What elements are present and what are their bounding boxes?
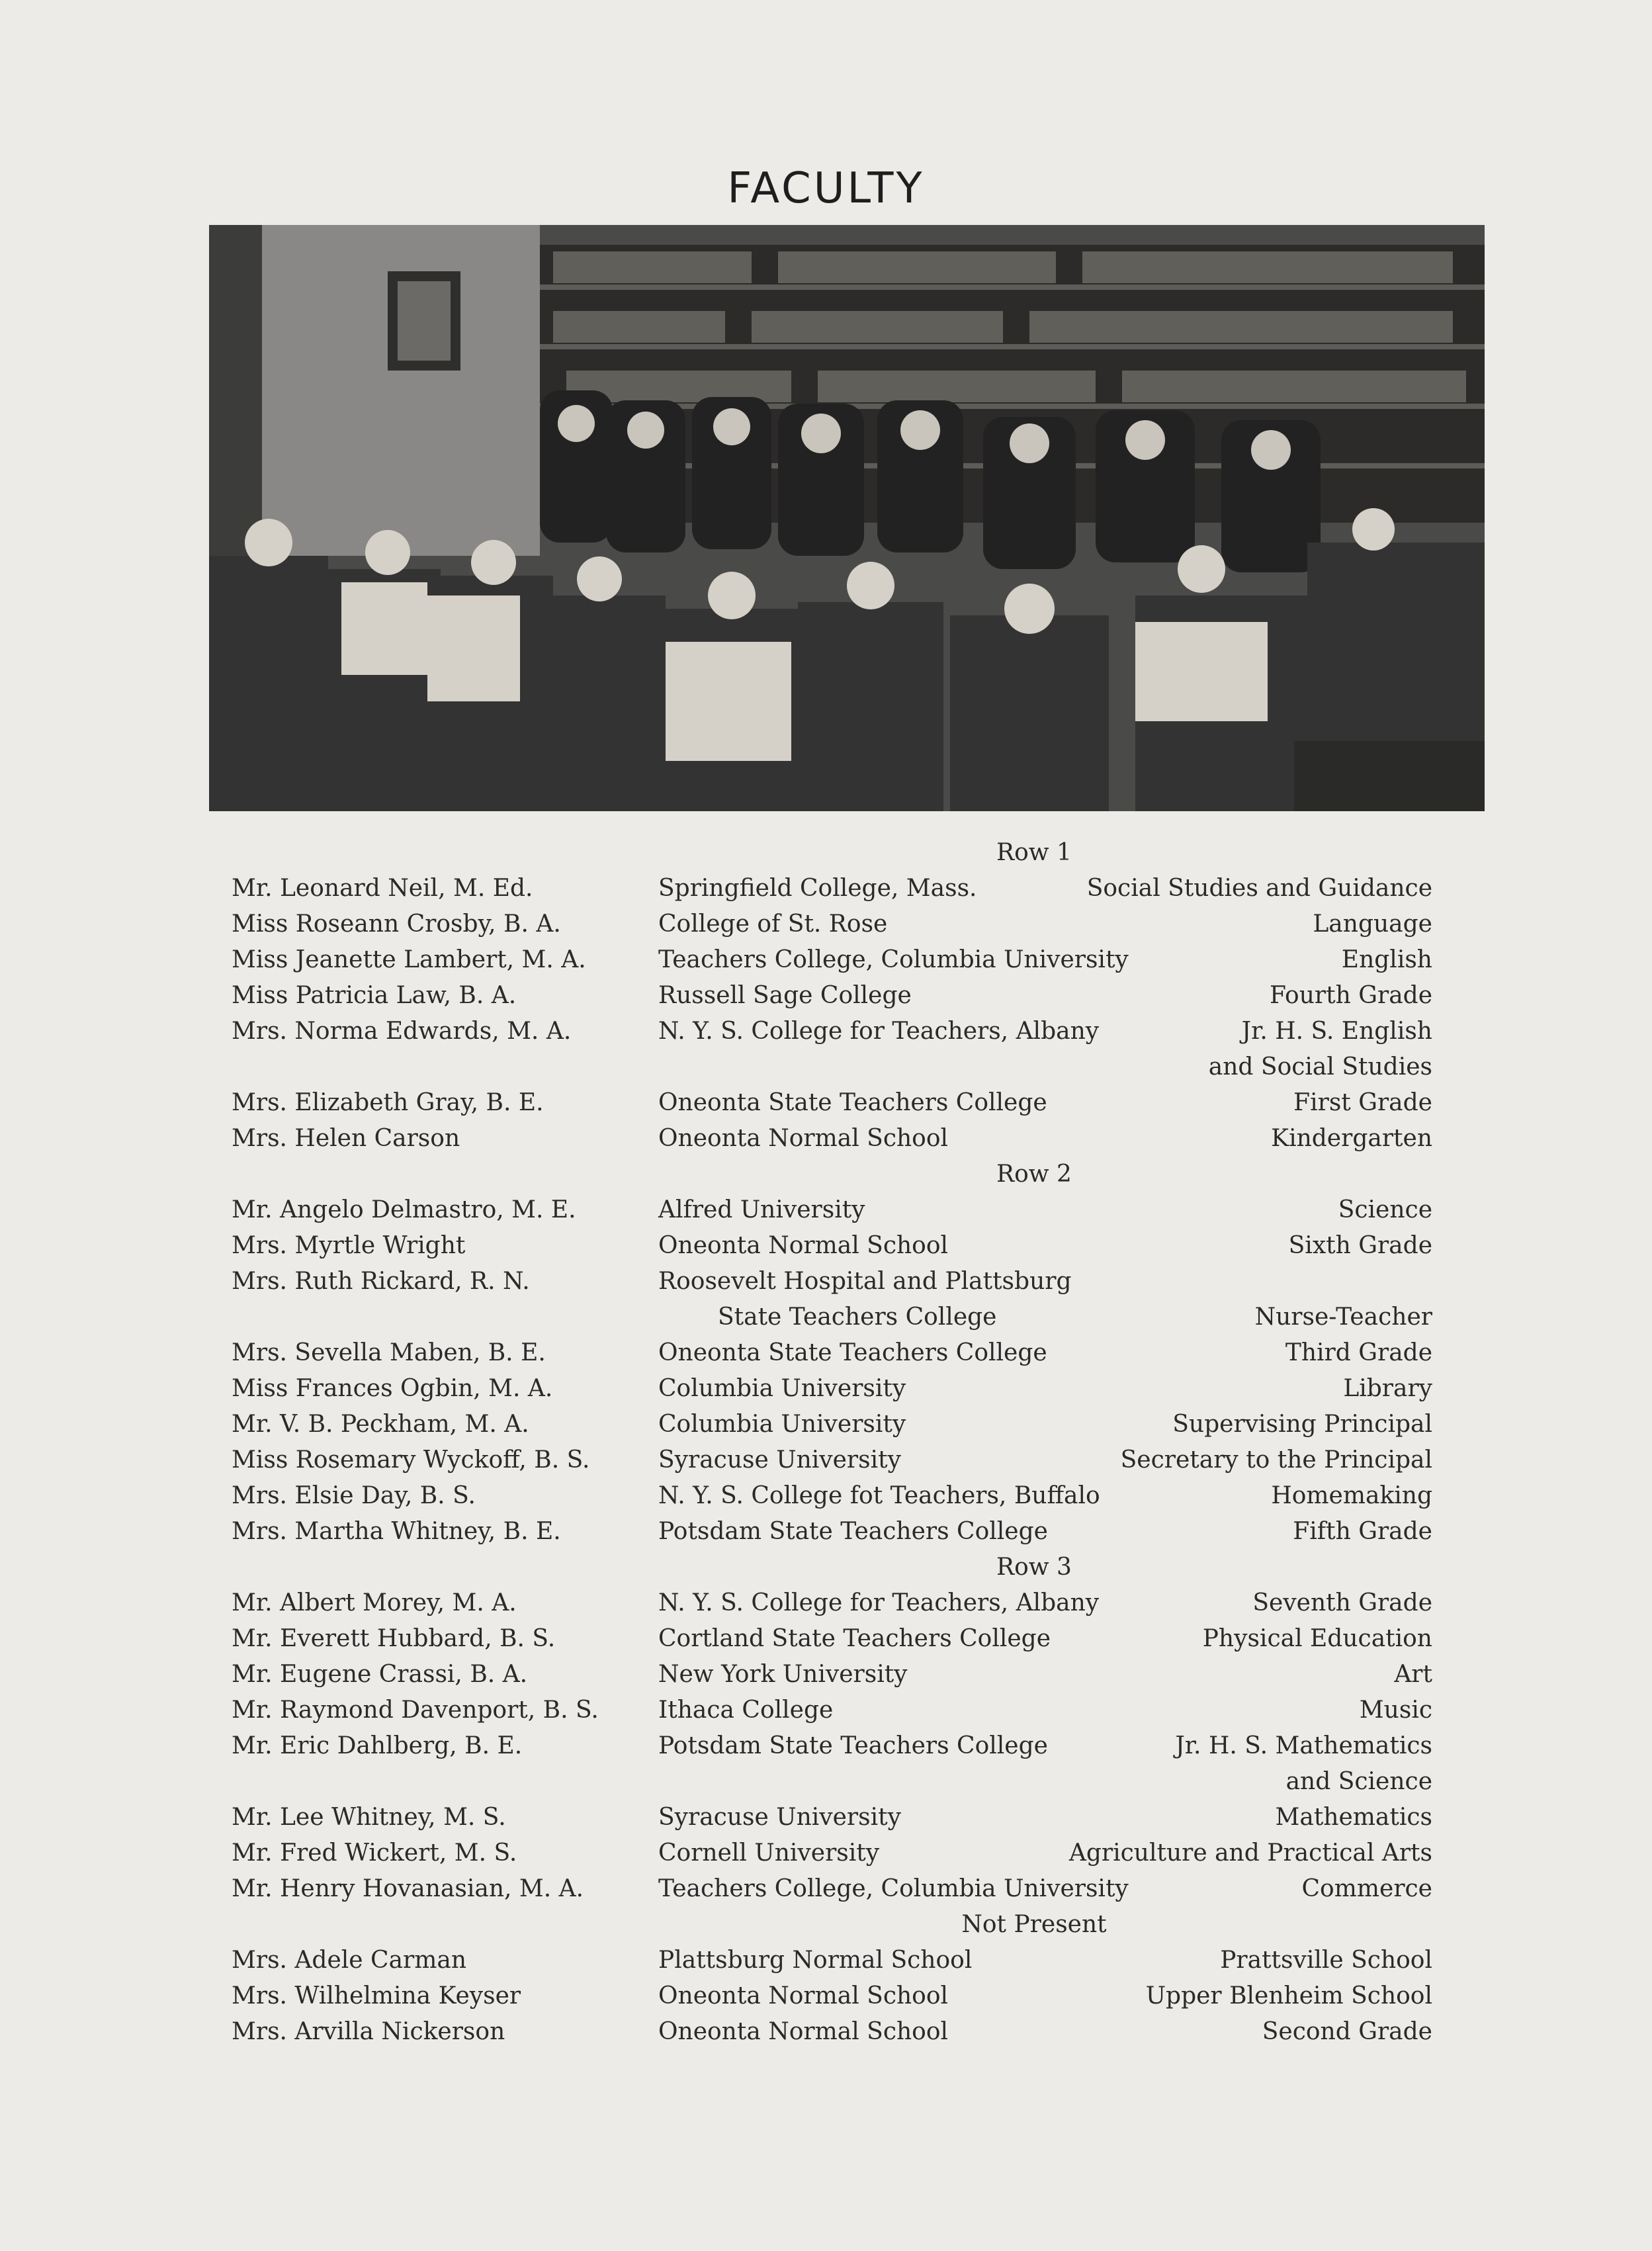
faculty-subject-line: Library: [1343, 1375, 1432, 1402]
faculty-school: [658, 1192, 865, 1228]
faculty-subject: [1343, 1371, 1432, 1407]
faculty-name: Mrs. Elizabeth Gray, B. E.: [232, 1089, 544, 1116]
faculty-subject-line: and Social Studies: [1208, 1053, 1432, 1081]
faculty-school-line: Columbia University: [658, 1375, 906, 1402]
faculty-school: [658, 1585, 1099, 1621]
faculty-school: [658, 1228, 948, 1264]
faculty-school: [658, 1835, 879, 1871]
faculty-subject-line: Mathematics: [1275, 1804, 1432, 1831]
faculty-subject-line: Third Grade: [1285, 1339, 1432, 1366]
faculty-school-line: New York University: [658, 1661, 908, 1688]
section-heading-label: Row 2: [996, 1161, 1072, 1188]
faculty-subject: [1289, 1228, 1432, 1264]
faculty-subject: [1252, 1585, 1432, 1621]
faculty-school: [658, 1728, 1048, 1764]
faculty-group-photo: [209, 225, 1485, 811]
faculty-subject: [1255, 1264, 1432, 1335]
faculty-subject-line: Upper Blenheim School: [1145, 1982, 1432, 2009]
faculty-subject-line: Supervising Principal: [1172, 1411, 1432, 1438]
faculty-school: [658, 1335, 1047, 1371]
faculty-subject: [1394, 1657, 1432, 1693]
faculty-school: [658, 1621, 1051, 1657]
faculty-entry: [232, 1728, 1432, 1800]
faculty-school-line: Roosevelt Hospital and Plattsburg: [658, 1268, 1072, 1295]
faculty-subject-line: Prattsville School: [1220, 1947, 1432, 1974]
faculty-subject-line: Seventh Grade: [1252, 1589, 1432, 1616]
faculty-entry: [232, 1014, 1432, 1085]
faculty-entry: [232, 1585, 1432, 1621]
section-heading: [232, 1907, 1432, 1943]
faculty-school: [658, 1014, 1099, 1049]
faculty-entry: [232, 1121, 1432, 1157]
faculty-subject-line: [1255, 1264, 1432, 1300]
faculty-roster: [232, 835, 1432, 2050]
faculty-subject: [1293, 1514, 1432, 1550]
faculty-entry: [232, 1943, 1432, 1978]
faculty-name: Mrs. Elsie Day, B. S.: [232, 1482, 476, 1509]
faculty-school-line: N. Y. S. College for Teachers, Albany: [658, 1018, 1100, 1045]
faculty-subject: [1302, 1871, 1432, 1907]
faculty-subject-line: Sixth Grade: [1288, 1232, 1432, 1259]
faculty-subject: [1338, 1192, 1432, 1228]
faculty-school: [658, 1264, 1072, 1335]
faculty-school-line: Oneonta Normal School: [658, 2018, 949, 2045]
faculty-entry: [232, 1335, 1432, 1371]
faculty-subject-line: First Grade: [1293, 1089, 1432, 1116]
faculty-entry: [232, 1228, 1432, 1264]
faculty-entry: [232, 1371, 1432, 1407]
faculty-school-line: Potsdam State Teachers College: [658, 1518, 1048, 1545]
faculty-entry: [232, 1478, 1432, 1514]
faculty-subject-line: Social Studies and Guidance: [1086, 875, 1432, 902]
faculty-subject-line: Science: [1338, 1196, 1432, 1223]
faculty-entry: [232, 1407, 1432, 1442]
faculty-subject: [1270, 978, 1432, 1014]
faculty-subject-line: Music: [1359, 1697, 1432, 1724]
faculty-school: [658, 1478, 1100, 1514]
faculty-entry: [232, 1514, 1432, 1550]
faculty-entry: [232, 1085, 1432, 1121]
faculty-school: [658, 1978, 948, 2014]
faculty-subject-line: Commerce: [1301, 1875, 1432, 1902]
faculty-name: Mr. Eric Dahlberg, B. E.: [232, 1732, 523, 1759]
faculty-school-line: Columbia University: [658, 1411, 906, 1438]
faculty-school-line: Oneonta Normal School: [658, 1232, 949, 1259]
faculty-school-line: Teachers College, Columbia University: [658, 946, 1129, 973]
faculty-subject: [1276, 1800, 1433, 1835]
faculty-school: [658, 1085, 1047, 1121]
faculty-name: Mrs. Martha Whitney, B. E.: [232, 1518, 561, 1545]
faculty-entry: [232, 978, 1432, 1014]
faculty-subject-line: Kindergarten: [1271, 1125, 1432, 1152]
faculty-subject: [1209, 1014, 1432, 1085]
group-photo-icon: [209, 225, 1485, 811]
faculty-school: [658, 1800, 901, 1835]
faculty-entry: [232, 1192, 1432, 1228]
faculty-subject-line: Physical Education: [1202, 1625, 1432, 1652]
faculty-name: Mrs. Ruth Rickard, R. N.: [232, 1268, 530, 1295]
faculty-name: Mrs. Myrtle Wright: [232, 1232, 466, 1259]
faculty-subject: [1271, 1478, 1432, 1514]
faculty-school: [658, 2014, 948, 2050]
faculty-entry: [232, 1693, 1432, 1728]
faculty-school: [658, 1657, 908, 1693]
faculty-subject-line: Language: [1313, 910, 1432, 938]
faculty-school: [658, 1121, 948, 1157]
faculty-subject: [1293, 1085, 1432, 1121]
faculty-entry: [232, 1978, 1432, 2014]
faculty-school-line: Cortland State Teachers College: [658, 1625, 1051, 1652]
page-title: FACULTY: [727, 164, 925, 213]
faculty-name: Mr. Lee Whitney, M. S.: [232, 1804, 506, 1831]
section-heading: [232, 1550, 1432, 1585]
section-heading: [232, 835, 1432, 871]
faculty-subject-line: Jr. H. S. English: [1241, 1018, 1432, 1045]
faculty-subject: [1175, 1728, 1432, 1800]
faculty-name: Mr. Eugene Crassi, B. A.: [232, 1661, 528, 1688]
faculty-school-line: N. Y. S. College fot Teachers, Buffalo: [658, 1482, 1100, 1509]
faculty-name: Mr. Everett Hubbard, B. S.: [232, 1625, 556, 1652]
faculty-subject: [1121, 1442, 1432, 1478]
faculty-school-line: Springfield College, Mass.: [658, 875, 977, 902]
faculty-school: [658, 1371, 906, 1407]
faculty-subject: [1203, 1621, 1432, 1657]
faculty-name: Mrs. Arvilla Nickerson: [232, 2018, 505, 2045]
faculty-entry: [232, 1800, 1432, 1835]
faculty-name: Mr. Raymond Davenport, B. S.: [232, 1697, 599, 1724]
faculty-name: Mrs. Helen Carson: [232, 1125, 460, 1152]
faculty-name: Mr. V. B. Peckham, M. A.: [232, 1411, 529, 1438]
faculty-school-line: Teachers College, Columbia University: [658, 1875, 1129, 1902]
section-heading: [232, 1157, 1432, 1192]
faculty-entry: [232, 2014, 1432, 2050]
section-heading-label: Row 3: [996, 1554, 1072, 1581]
faculty-subject-line: Art: [1394, 1661, 1432, 1688]
faculty-subject: [1313, 906, 1432, 942]
faculty-school: [658, 978, 912, 1014]
faculty-school: [658, 942, 1129, 978]
faculty-school: [658, 1943, 972, 1978]
faculty-subject: [1262, 2014, 1432, 2050]
faculty-subject-line: Fourth Grade: [1270, 982, 1432, 1009]
faculty-school-line: Cornell University: [658, 1839, 880, 1867]
faculty-entry: [232, 1657, 1432, 1693]
faculty-school: [658, 1407, 906, 1442]
faculty-name: Mr. Henry Hovanasian, M. A.: [232, 1875, 584, 1902]
faculty-subject: [1285, 1335, 1432, 1371]
faculty-subject-line: English: [1341, 946, 1432, 973]
faculty-school-line: Plattsburg Normal School: [658, 1947, 973, 1974]
faculty-name: Mrs. Sevella Maben, B. E.: [232, 1339, 546, 1366]
faculty-school-line: Oneonta Normal School: [658, 1125, 949, 1152]
faculty-entry: [232, 1442, 1432, 1478]
faculty-name: Miss Frances Ogbin, M. A.: [232, 1375, 553, 1402]
faculty-subject: [1360, 1693, 1432, 1728]
faculty-subject-line: Fifth Grade: [1293, 1518, 1432, 1545]
faculty-subject: [1087, 871, 1432, 906]
faculty-name: Miss Roseann Crosby, B. A.: [232, 910, 561, 938]
faculty-school-line: Potsdam State Teachers College: [658, 1732, 1048, 1759]
faculty-subject-line: Jr. H. S. Mathematics: [1175, 1732, 1432, 1759]
faculty-entry: [232, 871, 1432, 906]
faculty-name: Miss Jeanette Lambert, M. A.: [232, 946, 586, 973]
faculty-school: [658, 1514, 1048, 1550]
faculty-name: Mr. Leonard Neil, M. Ed.: [232, 875, 533, 902]
faculty-entry: [232, 1621, 1432, 1657]
faculty-name: Miss Patricia Law, B. A.: [232, 982, 517, 1009]
faculty-subject: [1146, 1978, 1432, 2014]
faculty-name: Mr. Albert Morey, M. A.: [232, 1589, 517, 1616]
faculty-entry: [232, 942, 1432, 978]
faculty-school: [658, 871, 977, 906]
faculty-subject: [1172, 1407, 1432, 1442]
faculty-school-line: Oneonta State Teachers College: [658, 1089, 1047, 1116]
faculty-subject: [1220, 1943, 1432, 1978]
faculty-school-line: State Teachers College: [718, 1303, 997, 1331]
faculty-school-line: Syracuse University: [658, 1804, 901, 1831]
faculty-school: [658, 1871, 1129, 1907]
faculty-school-line: Ithaca College: [658, 1697, 834, 1724]
faculty-subject-line: Agriculture and Practical Arts: [1068, 1839, 1432, 1867]
faculty-subject: [1342, 942, 1432, 978]
faculty-subject-line: Second Grade: [1262, 2018, 1432, 2045]
faculty-name: Mr. Fred Wickert, M. S.: [232, 1839, 517, 1867]
faculty-name: Mr. Angelo Delmastro, M. E.: [232, 1196, 576, 1223]
faculty-school: [658, 906, 887, 942]
faculty-name: Mrs. Adele Carman: [232, 1947, 467, 1974]
faculty-name: Mrs. Wilhelmina Keyser: [232, 1982, 521, 2009]
faculty-school: [658, 1693, 833, 1728]
section-heading-label: Row 1: [996, 839, 1072, 866]
faculty-school-line: College of St. Rose: [658, 910, 888, 938]
faculty-subject-line: Secretary to the Principal: [1120, 1446, 1432, 1474]
faculty-school-line: Russell Sage College: [658, 982, 912, 1009]
faculty-school-line: Oneonta Normal School: [658, 1982, 949, 2009]
faculty-entry: [232, 1871, 1432, 1907]
faculty-entry: [232, 1264, 1432, 1335]
faculty-subject: [1271, 1121, 1432, 1157]
faculty-entry: [232, 1835, 1432, 1871]
faculty-school: [658, 1442, 901, 1478]
faculty-school-line: Syracuse University: [658, 1446, 901, 1474]
faculty-school-line: N. Y. S. College for Teachers, Albany: [658, 1589, 1100, 1616]
faculty-name: Miss Rosemary Wyckoff, B. S.: [232, 1446, 590, 1474]
faculty-name: Mrs. Norma Edwards, M. A.: [232, 1018, 572, 1045]
faculty-entry: [232, 906, 1432, 942]
section-heading-label: Not Present: [961, 1911, 1107, 1938]
faculty-school-line: Oneonta State Teachers College: [658, 1339, 1047, 1366]
faculty-subject-line: Nurse-Teacher: [1254, 1303, 1432, 1331]
faculty-subject: [1069, 1835, 1432, 1871]
faculty-school-line: Alfred University: [658, 1196, 865, 1223]
faculty-subject-line: and Science: [1285, 1768, 1432, 1795]
faculty-subject-line: Homemaking: [1271, 1482, 1432, 1509]
